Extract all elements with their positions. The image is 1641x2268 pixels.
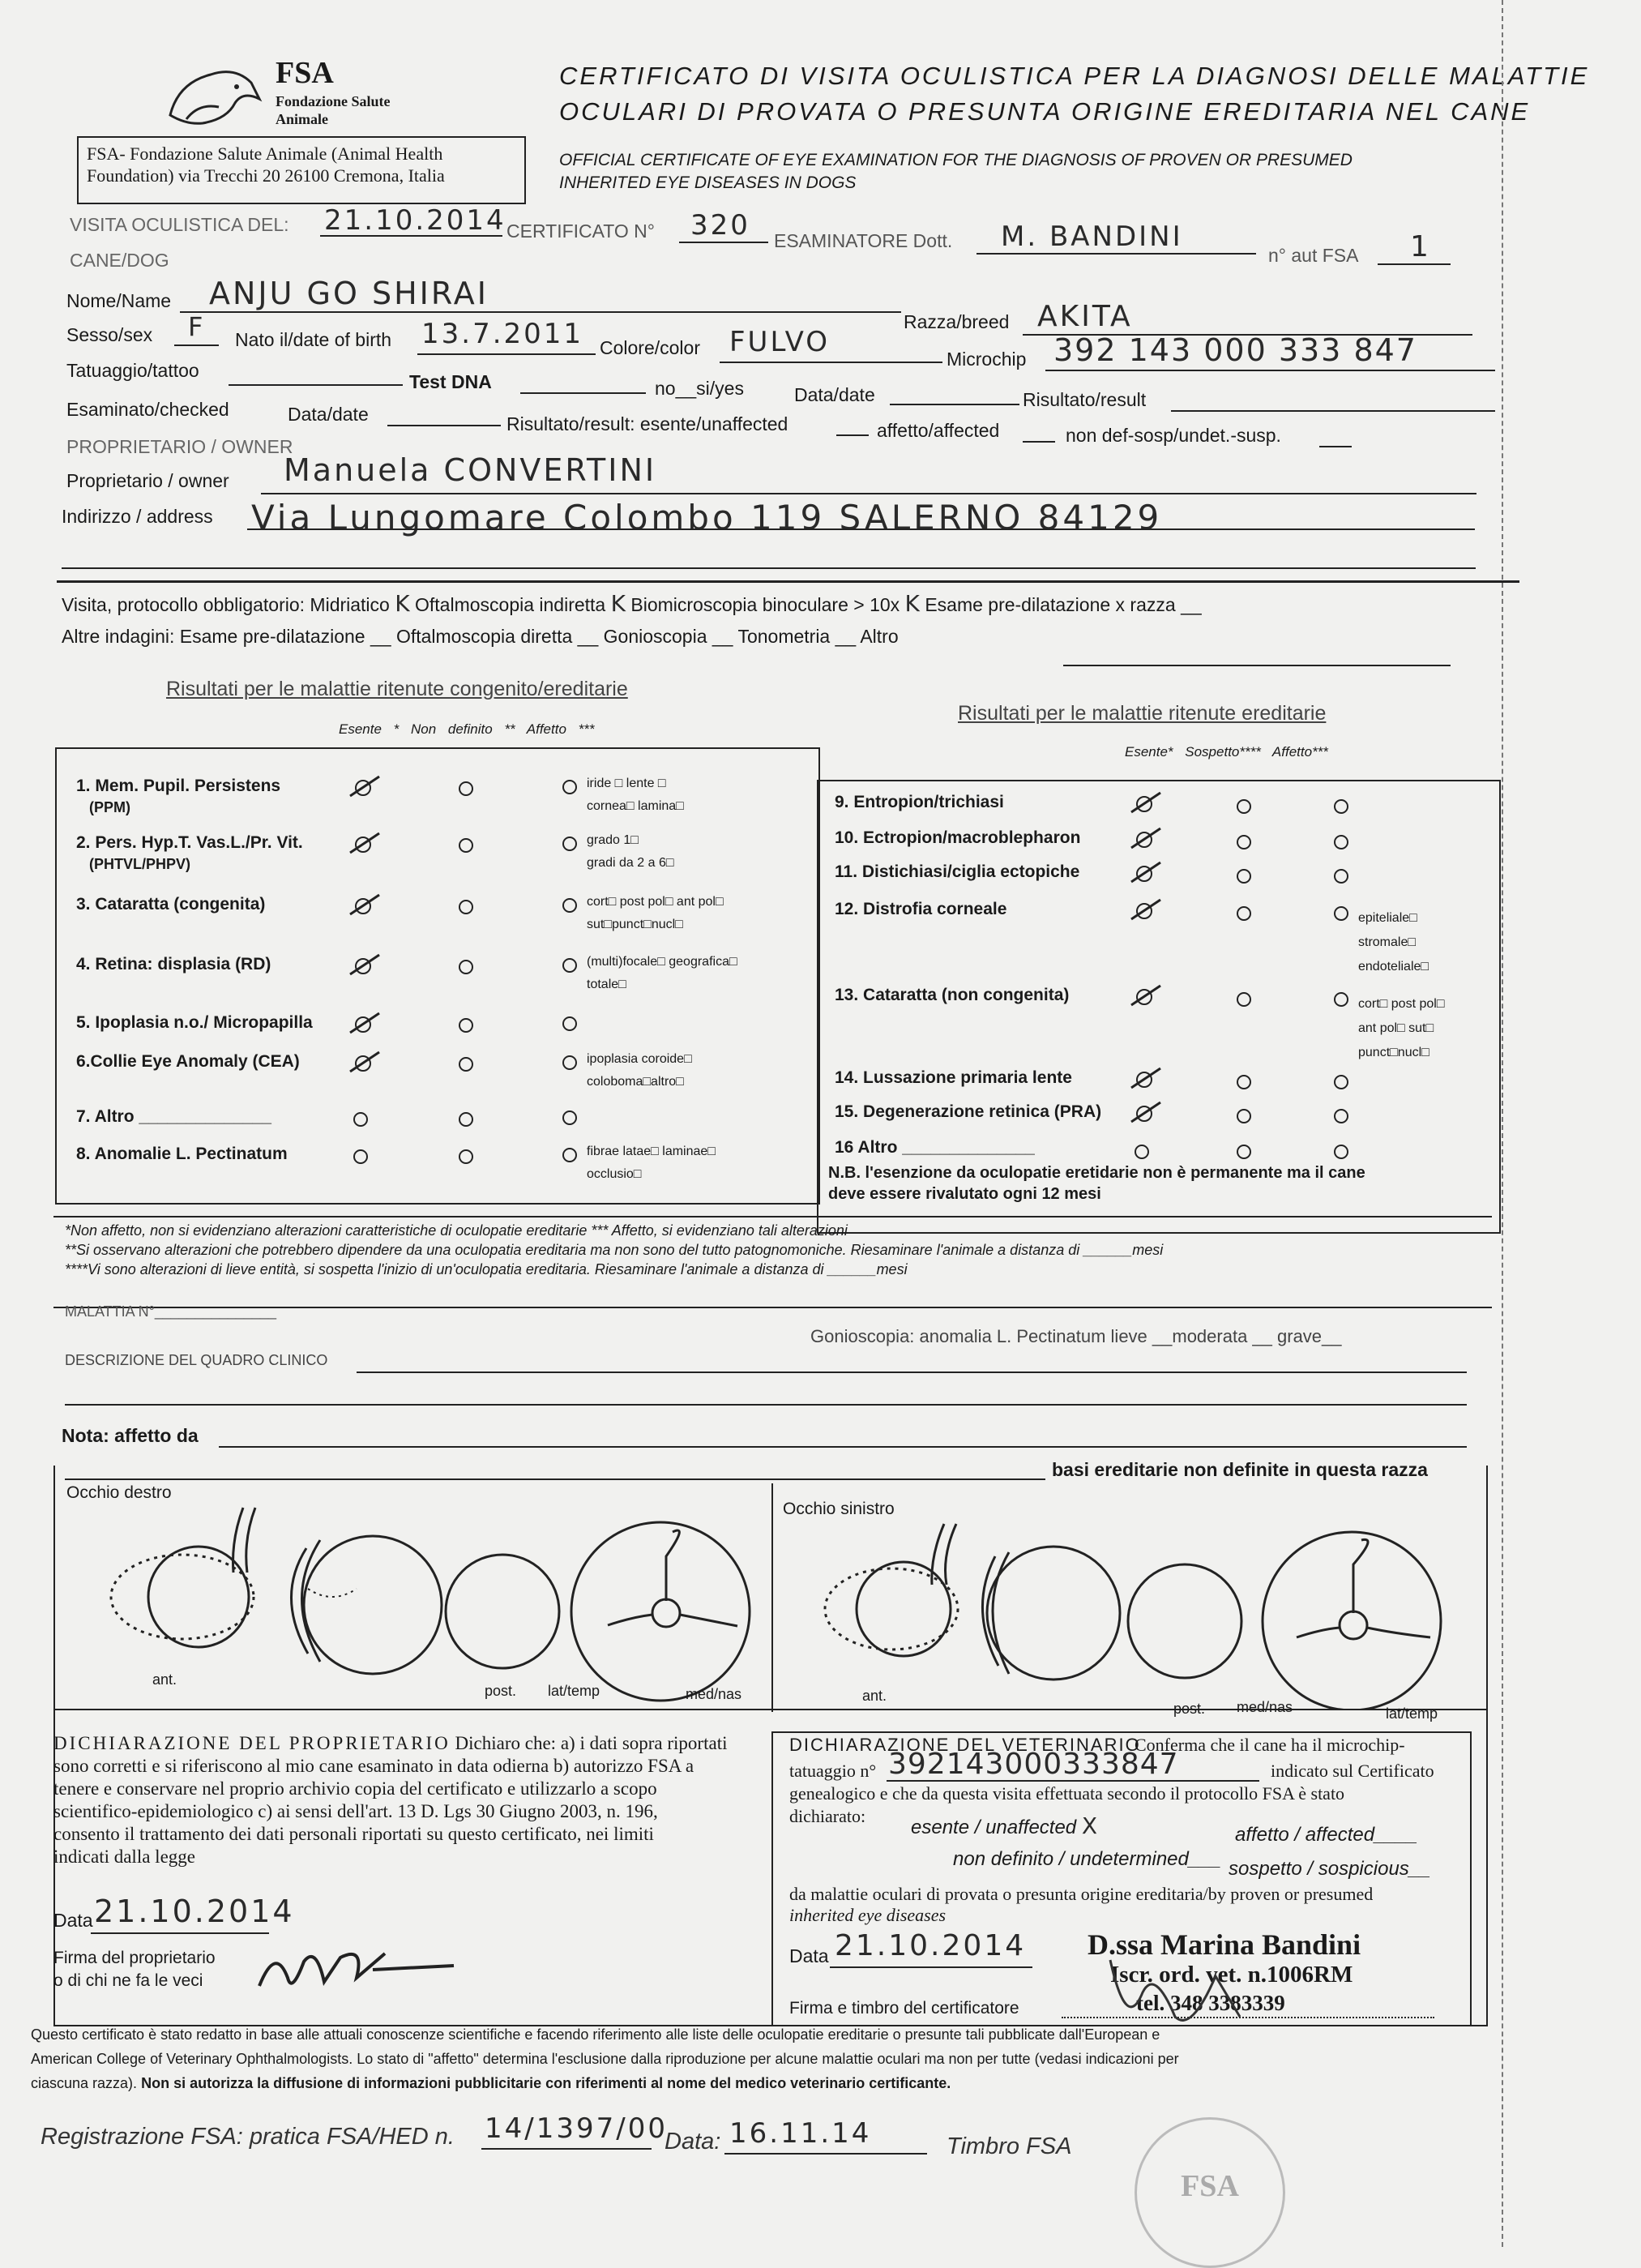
- right-row-9-affetto-circle: [1334, 799, 1348, 814]
- left-eye-post: post.: [1173, 1701, 1206, 1717]
- fsa-logo: [162, 58, 276, 135]
- owner-address: Via Lungomare Colombo 119 SALERNO 84129: [251, 498, 1163, 537]
- vet-opt-unaffected-mark: X: [1081, 1812, 1098, 1839]
- note-1: *Non affetto, non si evidenziano alterazioni caratteristiche di oculopatie ereditarie *** Affetto, si evidenziano tali alterazioni: [65, 1222, 848, 1239]
- left-row-1-label: 1. Mem. Pupil. Persistens: [76, 777, 281, 795]
- right-row-10-sospetto-circle: [1237, 835, 1251, 849]
- left-row-1-extra-1: iride □ lente □: [587, 777, 666, 790]
- chip-label: Microchip: [947, 349, 1027, 370]
- left-row-4-extra-1: (multi)focale□ geografica□: [587, 955, 737, 969]
- owner-decl-text-5: consento il trattamento dei dati personali riportati su questo certificato, nei limiti: [53, 1824, 654, 1844]
- right-row-15-sospetto-circle: [1237, 1109, 1251, 1123]
- address-label: Indirizzo / address: [62, 506, 213, 527]
- title-it-1: CERTIFICATO DI VISITA OCULISTICA PER LA DIAGNOSI DELLE MALATTIE: [559, 62, 1590, 90]
- affected-label: affetto/affected: [877, 420, 1000, 441]
- protocol-line-2: Altre indagini: Esame pre-dilatazione __ Oftalmoscopia diretta __ Gonioscopia __ Tonometria __ Altro: [62, 626, 899, 647]
- owner-decl-text-3: tenere e conservare nel proprio archivio copia del certificato e utilizzarlo a scopo: [53, 1778, 657, 1799]
- right-row-14-affetto-circle: [1334, 1075, 1348, 1089]
- right-row-12-label: 12. Distrofia corneale: [835, 900, 1007, 918]
- protocol-biomicroscopia: Biomicroscopia binoculare > 10x: [630, 594, 900, 615]
- owner-decl-first: [53, 1733, 727, 1754]
- owner-decl-text-6: indicati dalla legge: [53, 1846, 195, 1867]
- left-row-4-affetto-circle: [562, 958, 577, 973]
- right-row-13-extra-2: ant pol□ sut□: [1358, 1021, 1434, 1035]
- left-row-3-label: 3. Cataratta (congenita): [76, 895, 266, 914]
- vet-sign-label: Firma e timbro del certificatore: [789, 1999, 1019, 2018]
- owner-decl-text-2: sono corretti e si riferiscono al mio cane esaminato in data odierna b) autorizzo FSA a: [53, 1756, 694, 1776]
- left-eye-lat-temp: lat/temp: [1386, 1705, 1438, 1722]
- nb-line-2: deve essere rivalutato ogni 12 mesi: [828, 1185, 1101, 1203]
- left-row-5-nondef-circle: [459, 1018, 473, 1033]
- left-row-2-nondef-circle: [459, 838, 473, 853]
- right-row-16-esente-circle: [1135, 1145, 1149, 1159]
- owner-sign-label-2: o di chi ne fa le veci: [53, 1971, 203, 1990]
- footer-p2: American College of Veterinary Ophthalmologists. Lo stato di "affetto" determina l'esclusione dalla riproduzione per alcune malattie oculari ma non per tutte (vedasi indicazioni per: [31, 2051, 1179, 2067]
- left-row-4-label: 4. Retina: displasia (RD): [76, 955, 271, 974]
- left-row-7-affetto-circle: [562, 1110, 577, 1125]
- left-row-8-nondef-circle: [459, 1149, 473, 1164]
- dog-color: FULVO: [729, 326, 831, 358]
- left-row-8-esente-circle: [353, 1149, 368, 1164]
- vet-decl-text-4: dichiarato:: [789, 1806, 866, 1826]
- page-edge: [1502, 0, 1503, 2247]
- mark-midriatico: K: [395, 590, 410, 617]
- owner-decl-text-4: scientifico-epidemiologico c) ai sensi dell'art. 13 D. Lgs 30 Giugno 2003, n. 196,: [53, 1801, 658, 1821]
- dna-date-label: Data/date: [794, 384, 875, 405]
- result-label: Risultato/result: esente/unaffected: [506, 413, 788, 434]
- left-row-3-affetto-circle: [562, 898, 577, 913]
- mark-biomicroscopia: K: [904, 590, 920, 617]
- right-row-14-esente-check-icon: [1128, 1063, 1164, 1093]
- left-row-6-affetto-circle: [562, 1055, 577, 1070]
- mark-oftalmoscopia: K: [610, 590, 626, 617]
- horse-dog-logo-icon: [162, 58, 276, 131]
- left-row-1-affetto-circle: [562, 780, 577, 794]
- right-table-heading: Risultati per le malattie ritenute ereditarie: [958, 702, 1327, 725]
- note-2: **Si osservano alterazioni che potrebbero dipendere da una oculopatia ereditaria ma non sono del tutto patognomoniche. Riesaminare l'animale a distanza di ______mesi: [65, 1242, 1164, 1258]
- left-row-3-esente-check-icon: [347, 890, 382, 919]
- left-row-6-nondef-circle: [459, 1057, 473, 1072]
- fsa-registration-number: 14/1397/00: [485, 2112, 668, 2145]
- dna-no-si: no__si/yes: [655, 378, 744, 399]
- right-row-11-label: 11. Distichiasi/ciglia ectopiche: [835, 862, 1080, 881]
- protocol-line-1: [62, 590, 1202, 617]
- visit-date-label: VISITA OCULISTICA DEL:: [70, 214, 289, 235]
- clinical-description-label: DESCRIZIONE DEL QUADRO CLINICO: [65, 1352, 328, 1368]
- left-row-6-label: 6.Collie Eye Anomaly (CEA): [76, 1052, 300, 1071]
- left-row-2-extra-1: grado 1□: [587, 833, 639, 847]
- protocol-midriatico: Visita, protocollo obbligatorio: Midriatico: [62, 594, 390, 615]
- right-row-13-extra-1: cort□ post pol□: [1358, 997, 1445, 1011]
- left-row-7-nondef-circle: [459, 1112, 473, 1127]
- dna-result-label: Risultato/result: [1023, 389, 1147, 410]
- title-it-2: OCULARI DI PROVATA O PRESUNTA ORIGINE EREDITARIA NEL CANE: [559, 97, 1531, 126]
- logo-sub-1: Fondazione Salute: [276, 93, 391, 109]
- footer-p1: Questo certificato è stato redatto in base alle attuali conoscenze scientifiche e facendo riferimento alle liste delle oculopatie ereditarie o presunte tali pubblicate dall'European e: [31, 2026, 1160, 2043]
- nota-label: Nota: affetto da: [62, 1425, 199, 1446]
- vet-date: 21.10.2014: [835, 1929, 1027, 1962]
- right-row-16-sospetto-circle: [1237, 1145, 1251, 1159]
- undet-label: non def-sosp/undet.-susp.: [1066, 425, 1281, 446]
- left-row-3-nondef-circle: [459, 900, 473, 914]
- checked-date-label: Data/date: [288, 404, 369, 425]
- left-row-8-affetto-circle: [562, 1148, 577, 1162]
- left-row-2-label: 2. Pers. Hyp.T. Vas.L./Pr. Vit.: [76, 833, 303, 852]
- aut-label: n° aut FSA: [1268, 245, 1359, 266]
- right-row-9-sospetto-circle: [1237, 799, 1251, 814]
- right-eye-diagram: [89, 1491, 762, 1702]
- right-row-14-label: 14. Lussazione primaria lente: [835, 1068, 1072, 1087]
- vet-decl-text-1: Conferma che il cane ha il microchip-: [1135, 1735, 1405, 1755]
- right-row-15-affetto-circle: [1334, 1109, 1348, 1123]
- footer-p3-a: ciascuna razza).: [31, 2075, 138, 2091]
- tattoo-label: Tatuaggio/tattoo: [66, 360, 199, 381]
- right-row-12-extra-3: endoteliale□: [1358, 960, 1429, 974]
- dog-birth: 13.7.2011: [421, 318, 584, 350]
- birth-label: Nato il/date of birth: [235, 329, 392, 350]
- left-row-2-esente-check-icon: [347, 828, 382, 858]
- left-eye-diagram: [810, 1508, 1483, 1710]
- fsa-registration-label: Registrazione FSA: pratica FSA/HED n.: [41, 2124, 455, 2150]
- sex-label: Sesso/sex: [66, 324, 153, 345]
- vet-decl-title: DICHIARAZIONE DEL VETERINARIO: [789, 1735, 1141, 1755]
- right-table-cols: Esente* Sospetto**** Affetto***: [1125, 744, 1328, 760]
- right-eye-post: post.: [485, 1683, 517, 1699]
- left-table-heading: Risultati per le malattie ritenute congenito/ereditarie: [166, 678, 628, 700]
- vet-tattoo-label: tatuaggio n°: [789, 1761, 877, 1781]
- dog-section: CANE/DOG: [70, 250, 169, 271]
- protocol-oftalmoscopia: Oftalmoscopia indiretta: [415, 594, 606, 615]
- right-eye-lat-temp: lat/temp: [548, 1683, 600, 1699]
- owner-decl-title: DICHIARAZIONE DEL PROPRIETARIO: [53, 1733, 451, 1753]
- right-row-12-sospetto-circle: [1237, 906, 1251, 921]
- examiner-label: ESAMINATORE Dott.: [774, 230, 953, 251]
- right-row-10-affetto-circle: [1334, 835, 1348, 849]
- right-row-15-label: 15. Degenerazione retinica (PRA): [835, 1102, 1102, 1121]
- right-row-12-affetto-circle: [1334, 906, 1348, 921]
- right-row-11-affetto-circle: [1334, 869, 1348, 884]
- left-row-6-esente-check-icon: [347, 1047, 382, 1076]
- owner-sign-label-1: Firma del proprietario: [53, 1949, 216, 1967]
- right-row-14-sospetto-circle: [1237, 1075, 1251, 1089]
- basi-label: basi ereditarie non definite in questa razza: [1052, 1459, 1428, 1480]
- left-row-3-extra-2: sut□punct□nucl□: [587, 918, 683, 931]
- vet-date-label: Data: [789, 1945, 829, 1966]
- left-eye-med-nas: med/nas: [1237, 1699, 1293, 1715]
- owner-name: Manuela CONVERTINI: [284, 452, 657, 488]
- left-row-6-extra-1: ipoplasia coroide□: [587, 1052, 692, 1066]
- right-row-12-esente-check-icon: [1128, 895, 1164, 924]
- right-row-9-label: 9. Entropion/trichiasi: [835, 793, 1004, 811]
- left-row-2-sub: (PHTVL/PHPV): [89, 856, 191, 872]
- gonioscopia-line: Gonioscopia: anomalia L. Pectinatum lieve __moderata __ grave__: [810, 1326, 1342, 1346]
- checked-label: Esaminato/checked: [66, 399, 229, 420]
- dog-name: ANJU GO SHIRAI: [209, 276, 489, 311]
- fsa-round-stamp: [1135, 2117, 1285, 2268]
- address-box: [77, 136, 526, 204]
- right-row-16-affetto-circle: [1334, 1145, 1348, 1159]
- vet-decl-text-2: indicato sul Certificato: [1271, 1761, 1434, 1781]
- right-row-10-label: 10. Ectropion/macroblepharon: [835, 828, 1081, 847]
- right-row-11-sospetto-circle: [1237, 869, 1251, 884]
- right-eye-ant: ant.: [152, 1671, 177, 1688]
- left-row-8-extra-1: fibrae latae□ laminae□: [587, 1145, 716, 1158]
- vet-decl-text-6: inherited eye diseases: [789, 1905, 947, 1925]
- dog-chip: 392 143 000 333 847: [1053, 332, 1417, 368]
- name-label: Nome/Name: [66, 290, 172, 311]
- vet-decl-text-3: genealogico e che da questa visita effettuata secondo il protocollo FSA è stato: [789, 1783, 1345, 1804]
- vet-stamp-tel: tel. 348 3383339: [1136, 1991, 1285, 2015]
- right-row-13-label: 13. Cataratta (non congenita): [835, 986, 1070, 1004]
- title-en-1: OFFICIAL CERTIFICATE OF EYE EXAMINATION FOR THE DIAGNOSIS OF PROVEN OR PRESUMED: [559, 151, 1353, 169]
- right-row-9-esente-check-icon: [1128, 788, 1164, 817]
- owner-signature: [243, 1929, 470, 2002]
- vet-tattoo-number: 392143000333847: [888, 1748, 1179, 1781]
- vet-opt-undetermined: non definito / undetermined___: [953, 1848, 1221, 1870]
- dog-breed: AKITA: [1037, 300, 1133, 333]
- owner-decl-text-1: Dichiaro che: a) i dati sopra riportati: [455, 1733, 728, 1753]
- note-3: ****Vi sono alterazioni di lieve entità, si sospetta l'inizio di un'oculopatia ereditaria. Riesaminare l'animale a distanza di ______mesi: [65, 1261, 908, 1277]
- right-row-12-extra-1: epiteliale□: [1358, 911, 1417, 925]
- aut-number: 1: [1410, 230, 1431, 263]
- right-row-16-label: 16 Altro ______________: [835, 1138, 1035, 1157]
- left-table-cols: Esente * Non definito ** Affetto ***: [339, 721, 595, 737]
- vet-opt-unaffected-label: esente / unaffected: [911, 1817, 1077, 1838]
- visit-date: 21.10.2014: [324, 204, 506, 237]
- left-row-1-extra-2: cornea□ lamina□: [587, 799, 684, 813]
- logo-sub-2: Animale: [276, 111, 328, 127]
- left-row-8-extra-2: occlusio□: [587, 1167, 642, 1181]
- right-row-13-extra-3: punct□nucl□: [1358, 1046, 1429, 1059]
- right-row-15-esente-check-icon: [1128, 1098, 1164, 1127]
- right-row-10-esente-check-icon: [1128, 824, 1164, 853]
- right-row-13-esente-check-icon: [1128, 981, 1164, 1010]
- left-row-1-esente-check-icon: [347, 772, 382, 801]
- left-row-2-affetto-circle: [562, 837, 577, 851]
- fsa-stamp-text: FSA: [1181, 2169, 1239, 2203]
- fsa-registration-date: 16.11.14: [729, 2117, 872, 2150]
- vet-stamp-reg: Iscr. ord. vet. n.1006RM: [1110, 1962, 1353, 1988]
- right-row-13-affetto-circle: [1334, 992, 1348, 1007]
- left-row-4-nondef-circle: [459, 960, 473, 974]
- left-row-7-esente-circle: [353, 1112, 368, 1127]
- left-row-5-affetto-circle: [562, 1016, 577, 1031]
- dna-label: Test DNA: [409, 371, 492, 392]
- left-row-1-sub: (PPM): [89, 799, 130, 815]
- cert-label: CERTIFICATO N°: [506, 220, 655, 242]
- title-en-2: INHERITED EYE DISEASES IN DOGS: [559, 173, 857, 192]
- right-eye-med-nas: med/nas: [686, 1686, 742, 1702]
- cert-number: 320: [690, 209, 750, 242]
- breed-label: Razza/breed: [904, 311, 1010, 332]
- left-eye-ant: ant.: [862, 1688, 887, 1704]
- examiner-name: M. BANDINI: [1001, 220, 1183, 253]
- left-row-7-label: 7. Altro ______________: [76, 1107, 271, 1126]
- dog-sex: F: [188, 311, 206, 342]
- logo-title: FSA: [276, 56, 334, 90]
- color-label: Colore/color: [600, 337, 700, 358]
- vet-opt-affected: affetto / affected____: [1235, 1824, 1418, 1846]
- left-row-5-esente-check-icon: [347, 1008, 382, 1038]
- left-row-4-esente-check-icon: [347, 950, 382, 979]
- protocol-esame: Esame pre-dilatazione x razza __: [925, 594, 1202, 615]
- left-row-2-extra-2: gradi da 2 a 6□: [587, 856, 674, 870]
- left-row-8-label: 8. Anomalie L. Pectinatum: [76, 1145, 288, 1163]
- nb-line-1: N.B. l'esenzione da oculopatie eretidarie non è permanente ma il cane: [828, 1164, 1365, 1182]
- left-row-4-extra-2: totale□: [587, 978, 626, 991]
- vet-opt-suspicious: sospetto / sospicious__: [1229, 1858, 1431, 1880]
- right-row-12-extra-2: stromale□: [1358, 935, 1417, 949]
- owner-date-label: Data: [53, 1910, 93, 1931]
- owner-date: 21.10.2014: [94, 1894, 295, 1929]
- left-row-3-extra-1: cort□ post pol□ ant pol□: [587, 895, 724, 909]
- left-row-1-nondef-circle: [459, 781, 473, 796]
- vet-opt-unaffected: [911, 1812, 1097, 1839]
- vet-decl-text-5: da malattie oculari di provata o presunta origine ereditaria/by proven or presumed: [789, 1884, 1374, 1904]
- owner-label: Proprietario / owner: [66, 470, 229, 491]
- right-row-13-sospetto-circle: [1237, 992, 1251, 1007]
- footer-p3: [31, 2075, 951, 2092]
- fsa-address: FSA- Fondazione Salute Animale (Animal Health Foundation) via Trecchi 20 26100 Cremona, Italia: [87, 143, 445, 186]
- right-eye-title: Occhio destro: [66, 1483, 172, 1502]
- fsa-registration-date-label: Data:: [665, 2129, 721, 2155]
- malattia-label: MALATTIA N°_______________: [65, 1303, 277, 1320]
- left-eye-title: Occhio sinistro: [783, 1500, 895, 1518]
- owner-section: PROPRIETARIO / OWNER: [66, 436, 293, 457]
- footer-p3-b: Non si autorizza la diffusione di informazioni pubblicitarie con riferimenti al nome del medico veterinario certificante.: [141, 2075, 951, 2091]
- fsa-timbro-label: Timbro FSA: [947, 2133, 1072, 2159]
- left-table: [55, 747, 820, 1205]
- left-row-6-extra-2: coloboma□altro□: [587, 1075, 684, 1089]
- left-row-5-label: 5. Ipoplasia n.o./ Micropapilla: [76, 1013, 313, 1032]
- vet-stamp-name: D.ssa Marina Bandini: [1088, 1928, 1361, 1961]
- right-row-11-esente-check-icon: [1128, 858, 1164, 887]
